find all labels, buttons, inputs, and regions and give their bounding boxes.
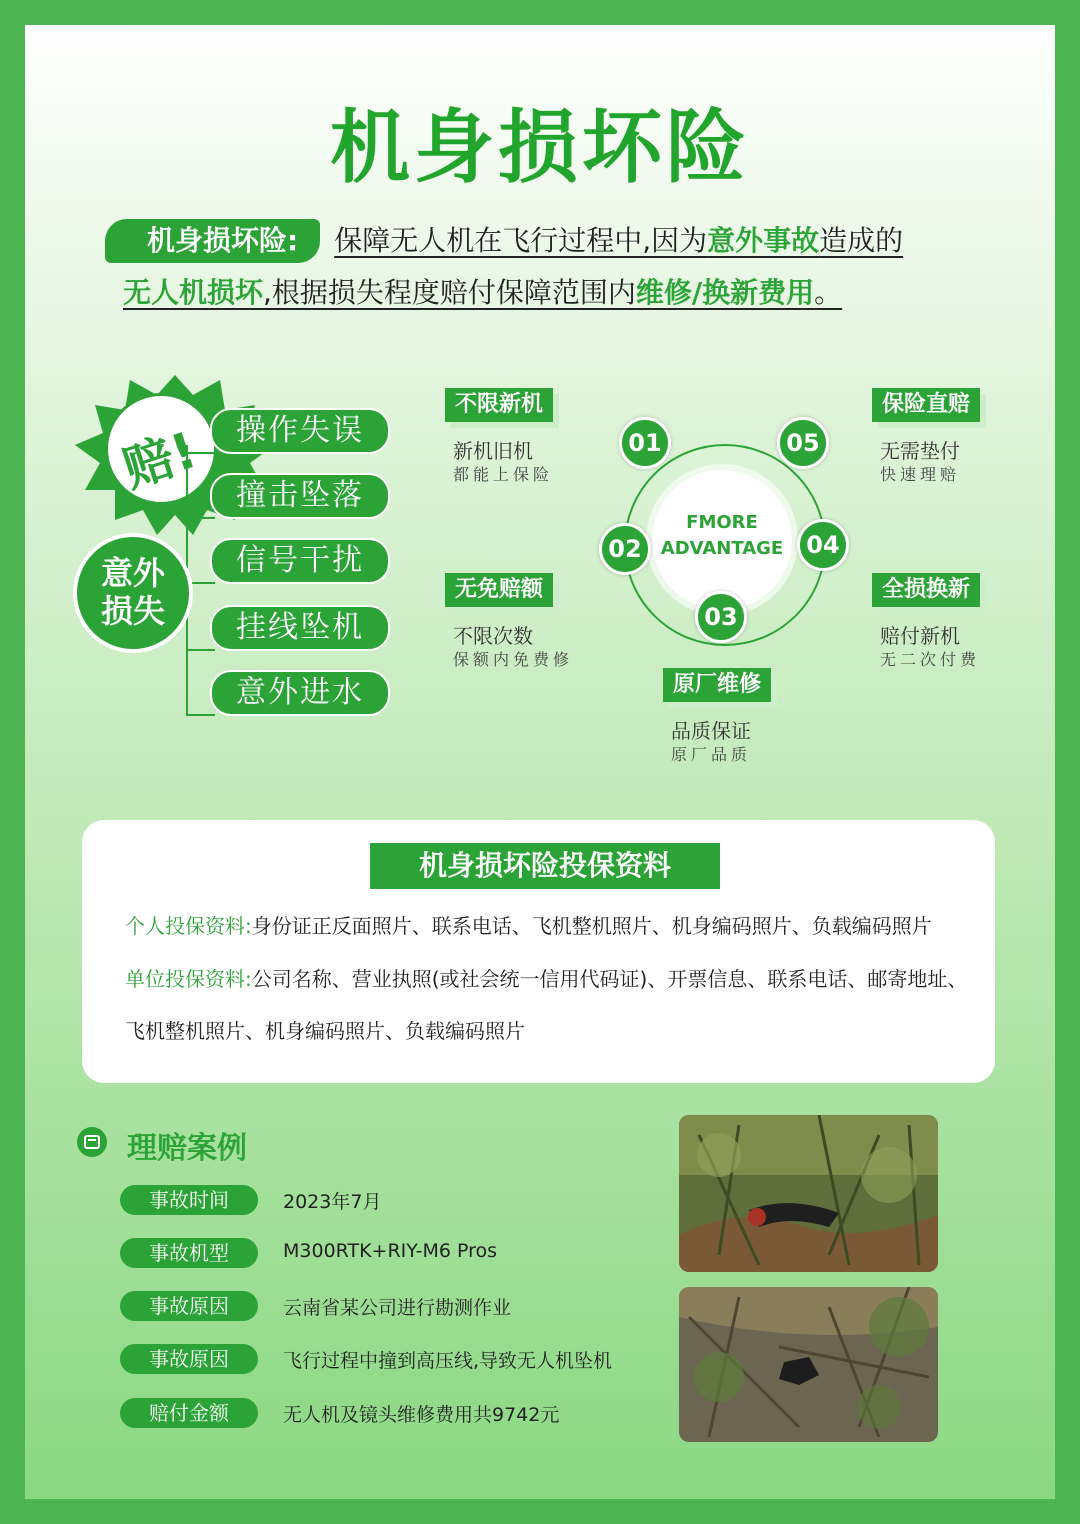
- core-line-1: FMORE: [686, 512, 758, 533]
- company-label: 单位投保资料:: [125, 967, 252, 991]
- intro-text-2: 造成的: [819, 224, 904, 257]
- intro-text-1: 保障无人机在飞行过程中,因为: [334, 224, 708, 257]
- advantage-label: 保险直赔: [872, 388, 980, 422]
- advantage-number: 04: [797, 519, 849, 571]
- advantage-number: 02: [599, 523, 651, 575]
- advantage-line2: 快速理赔: [880, 465, 961, 484]
- cause-pill: 挂线坠机: [210, 605, 390, 651]
- case-folder-icon: [77, 1127, 107, 1157]
- advantage-line1: 不限次数: [453, 624, 533, 648]
- case-tag: 赔付金额: [120, 1398, 258, 1428]
- core-line-2: ADVANTAGE: [660, 538, 784, 559]
- personal-materials: [125, 910, 932, 939]
- advantage-line1: 新机旧机: [453, 439, 533, 463]
- advantage-line1: 品质保证: [671, 719, 751, 743]
- accident-loss-circle: [73, 533, 193, 653]
- intro-highlight-damage: 无人机损坏: [123, 276, 264, 309]
- advantage-line1: 无需垫付: [880, 439, 960, 463]
- case-value: M300RTK+RIY-M6 Pros: [283, 1240, 498, 1262]
- case-tag: 事故机型: [120, 1238, 258, 1268]
- advantage-number: 05: [777, 417, 829, 469]
- company-text: 公司名称、营业执照(或社会统一信用代码证)、开票信息、联系电话、邮寄地址、: [251, 967, 968, 991]
- case-tag: 事故时间: [120, 1185, 258, 1215]
- advantage-line2: 无二次付费: [880, 650, 981, 669]
- advantage-core: [652, 470, 792, 610]
- advantage-label: 全损换新: [872, 573, 980, 607]
- crash-photo-1: [679, 1115, 938, 1272]
- page-title: 机身损坏险: [330, 101, 750, 194]
- intro-tag: 机身损坏险:: [105, 219, 320, 263]
- case-tag: 事故原因: [120, 1291, 258, 1321]
- intro-paragraph: [105, 215, 1005, 319]
- cause-pill: 撞击坠落: [210, 473, 390, 519]
- advantage-line2: 原厂品质: [671, 745, 752, 764]
- loss-line-2: 损失: [100, 592, 165, 630]
- advantage-number: 01: [619, 417, 671, 469]
- personal-text: 身份证正反面照片、联系电话、飞机整机照片、机身编码照片、负载编码照片: [251, 914, 932, 938]
- intro-text-4: 。: [814, 276, 843, 309]
- case-value: 云南省某公司进行勘测作业: [283, 1297, 512, 1319]
- intro-highlight-accident: 意外事故: [707, 224, 820, 257]
- cause-pill: 信号干扰: [210, 538, 390, 584]
- company-materials-cont: 飞机整机照片、机身编码照片、负载编码照片: [125, 1019, 525, 1043]
- cause-pill: 操作失误: [210, 408, 390, 454]
- cause-pill: 意外进水: [210, 670, 390, 716]
- advantage-label: 无免赔额: [445, 573, 553, 607]
- personal-label: 个人投保资料:: [125, 914, 252, 938]
- advantage-line2: 保额内免费修: [453, 650, 574, 669]
- intro-text-3: ,根据损失程度赔付保障范围内: [263, 276, 636, 309]
- case-value: 无人机及镜头维修费用共9742元: [283, 1404, 560, 1426]
- page: [25, 25, 1055, 1499]
- cases-title: 理赔案例: [127, 1131, 247, 1166]
- intro-highlight-cost: 维修/换新费用: [635, 276, 815, 309]
- advantage-line1: 赔付新机: [880, 624, 960, 648]
- advantage-number: 03: [695, 591, 747, 643]
- advantage-label: 不限新机: [445, 388, 553, 422]
- advantage-label: 原厂维修: [663, 668, 771, 702]
- case-value: 2023年7月: [283, 1191, 382, 1213]
- company-materials: [125, 963, 967, 992]
- advantage-line2: 都能上保险: [453, 465, 554, 484]
- loss-line-1: 意外: [100, 554, 165, 592]
- crash-photo-2: [679, 1287, 938, 1442]
- claim-badge-text: 赔!: [116, 420, 204, 499]
- case-value: 飞行过程中撞到高压线,导致无人机坠机: [283, 1350, 613, 1372]
- case-tag: 事故原因: [120, 1344, 258, 1374]
- materials-title: 机身损坏险投保资料: [370, 843, 720, 889]
